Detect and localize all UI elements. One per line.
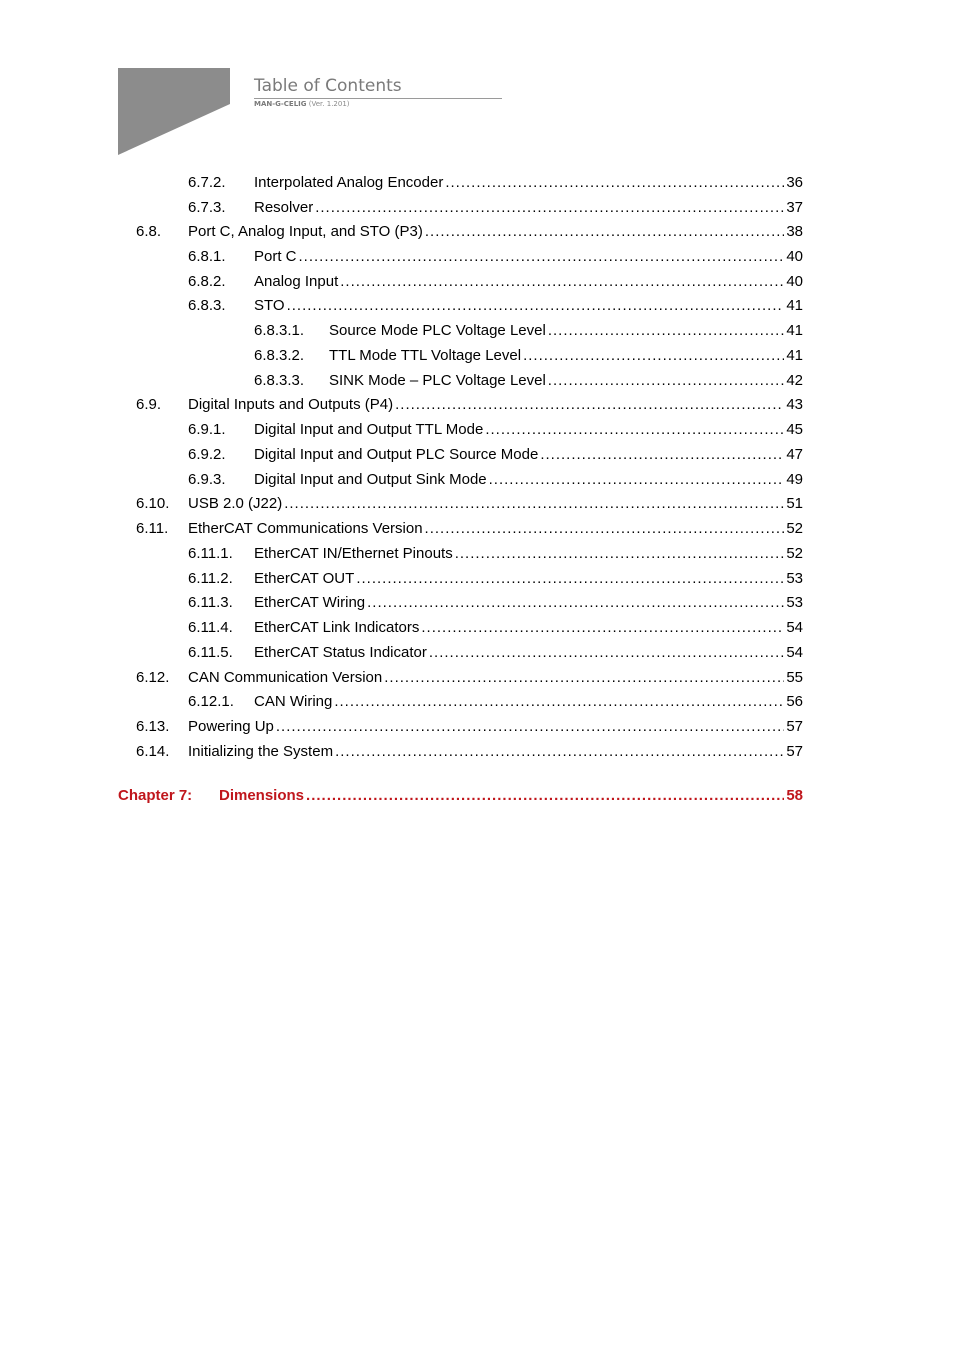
toc-entry-page: 36 [786,174,803,191]
toc-entry[interactable] [188,245,803,269]
toc-entry-title: EtherCAT Link Indicators [254,619,420,636]
toc-entry[interactable] [188,690,803,714]
toc-entry-title: EtherCAT OUT [254,570,355,587]
toc-entry-title: Port C, Analog Input, and STO (P3) [188,223,423,240]
toc-entry-title: STO [254,297,285,314]
toc-entry-page: 53 [786,570,803,587]
toc-entry-page: 43 [786,396,803,413]
toc-dot-leader [523,344,784,368]
toc-entry[interactable] [254,319,803,343]
toc-entry[interactable] [188,171,803,195]
toc-dot-leader [455,542,785,566]
toc-entry[interactable] [188,567,803,591]
toc-chapter-title: Dimensions [219,787,305,804]
toc-chapter-page: 58 [786,787,803,804]
toc-entry-page: 47 [786,446,803,463]
toc-entry-number: 6.11.2. [188,570,233,587]
toc-entry[interactable] [188,468,803,492]
toc-entry-page: 51 [786,495,803,512]
toc-entry-number: 6.8.3.3. [254,372,305,389]
header-logo-graphic [118,68,230,155]
toc-entry-title: Digital Input and Output Sink Mode [254,471,487,488]
toc-dot-leader [425,220,784,244]
toc-entry[interactable] [136,492,803,516]
toc-entry-title: Powering Up [188,718,274,735]
toc-entry-number: 6.12.1. [188,693,234,710]
toc-entry-number: 6.11.1. [188,545,233,562]
toc-dot-leader [276,715,784,739]
toc-entry-title: Digital Input and Output PLC Source Mode [254,446,539,463]
toc-entry[interactable] [136,740,803,764]
toc-entry-number: 6.7.2. [188,174,226,191]
toc-entry[interactable] [136,220,803,244]
toc-entry-number: 6.8.3.2. [254,347,305,364]
toc-entry-title: Digital Input and Output TTL Mode [254,421,484,438]
toc-dot-leader [540,443,784,467]
toc-dot-leader [287,294,785,318]
toc-dot-leader [485,418,784,442]
toc-entry-title: Resolver [254,199,314,216]
toc-entry-number: 6.8.3.1. [254,322,305,339]
toc-entry-page: 40 [786,273,803,290]
toc-entry-page: 52 [786,520,803,537]
toc-dot-leader [421,616,784,640]
toc-entry[interactable] [188,641,803,665]
toc-entry-page: 57 [786,743,803,760]
toc-entry-page: 45 [786,421,803,438]
toc-entry-number: 6.13. [136,718,170,735]
toc-dot-leader [356,567,784,591]
toc-entry-page: 40 [786,248,803,265]
toc-entry-title: Analog Input [254,273,339,290]
doc-version: (Ver. 1.201) [308,100,350,108]
toc-entry[interactable] [188,294,803,318]
toc-dot-leader [340,270,784,294]
toc-entry-page: 55 [786,669,803,686]
toc-entry-title: Interpolated Analog Encoder [254,174,444,191]
toc-entry-number: 6.11.3. [188,594,233,611]
toc-entry-title: TTL Mode TTL Voltage Level [329,347,522,364]
toc-entry-number: 6.9.3. [188,471,226,488]
toc-dot-leader [284,492,784,516]
toc-entry-number: 6.11.5. [188,644,233,661]
toc-entry-title: SINK Mode – PLC Voltage Level [329,372,546,389]
toc-entry[interactable] [188,196,803,220]
toc-dot-leader [425,517,785,541]
toc-entry-title: Initializing the System [188,743,334,760]
toc-dot-leader [367,591,784,615]
toc-entry-number: 6.14. [136,743,170,760]
toc-entry-number: 6.12. [136,669,170,686]
toc-chapter-entry[interactable] [118,784,803,808]
toc-dot-leader [548,369,785,393]
toc-dot-leader [445,171,784,195]
toc-entry-number: 6.8. [136,223,162,240]
doc-id: MAN-G-CELIG [254,100,307,108]
toc-entry-page: 53 [786,594,803,611]
toc-dot-leader [299,245,785,269]
toc-entry-page: 38 [786,223,803,240]
toc-entry-page: 54 [786,644,803,661]
toc-entry-title: EtherCAT Status Indicator [254,644,427,661]
toc-entry-page: 37 [786,199,803,216]
toc-entry-number: 6.11.4. [188,619,233,636]
toc-entry[interactable] [136,715,803,739]
toc-entry-title: EtherCAT IN/Ethernet Pinouts [254,545,453,562]
toc-entry[interactable] [136,517,803,541]
toc-entry-number: 6.8.2. [188,273,226,290]
toc-dot-leader [395,393,784,417]
toc-entry-number: 6.7.3. [188,199,226,216]
toc-entry[interactable] [188,542,803,566]
toc-entry-title: Digital Inputs and Outputs (P4) [188,396,394,413]
toc-entry-title: Source Mode PLC Voltage Level [329,322,546,339]
toc-entry[interactable] [254,344,803,368]
toc-entry-number: 6.9.1. [188,421,226,438]
toc-entry-page: 41 [786,297,803,314]
toc-entry-title: EtherCAT Wiring [254,594,366,611]
toc-chapter-number: Chapter 7: [118,787,193,804]
toc-dot-leader [489,468,785,492]
toc-entry-page: 56 [786,693,803,710]
toc-entry-title: CAN Wiring [254,693,333,710]
toc-dot-leader [384,666,784,690]
toc-entry[interactable] [188,418,803,442]
toc-entry-number: 6.9.2. [188,446,226,463]
toc-entry-number: 6.10. [136,495,170,512]
toc-entry-page: 41 [786,322,803,339]
page-header-title: Table of Contents [254,76,502,99]
toc-entry-number: 6.8.3. [188,297,226,314]
toc-entry[interactable] [188,270,803,294]
toc-entry-page: 52 [786,545,803,562]
toc-entry[interactable] [136,666,803,690]
toc-entry-number: 6.11. [136,520,169,537]
toc-entry[interactable] [188,616,803,640]
toc-entry-title: CAN Communication Version [188,669,383,686]
toc-entry-number: 6.9. [136,396,162,413]
toc-entry-page: 57 [786,718,803,735]
toc-dot-leader [334,690,784,714]
page-header-docid [254,100,350,108]
toc-entry-page: 49 [786,471,803,488]
toc-entry-page: 54 [786,619,803,636]
toc-dot-leader [335,740,784,764]
toc-entry[interactable] [188,591,803,615]
toc-entry-number: 6.8.1. [188,248,226,265]
toc-entry-page: 41 [786,347,803,364]
toc-entry[interactable] [188,443,803,467]
toc-dot-leader [429,641,784,665]
toc-dot-leader [548,319,785,343]
toc-entry-title: EtherCAT Communications Version [188,520,423,537]
toc-dot-leader [306,784,784,808]
toc-entry[interactable] [136,393,803,417]
toc-entry-title: USB 2.0 (J22) [188,495,283,512]
toc-dot-leader [315,196,784,220]
toc-entry-page: 42 [786,372,803,389]
toc-entry[interactable] [254,369,803,393]
toc-entry-title: Port C [254,248,297,265]
